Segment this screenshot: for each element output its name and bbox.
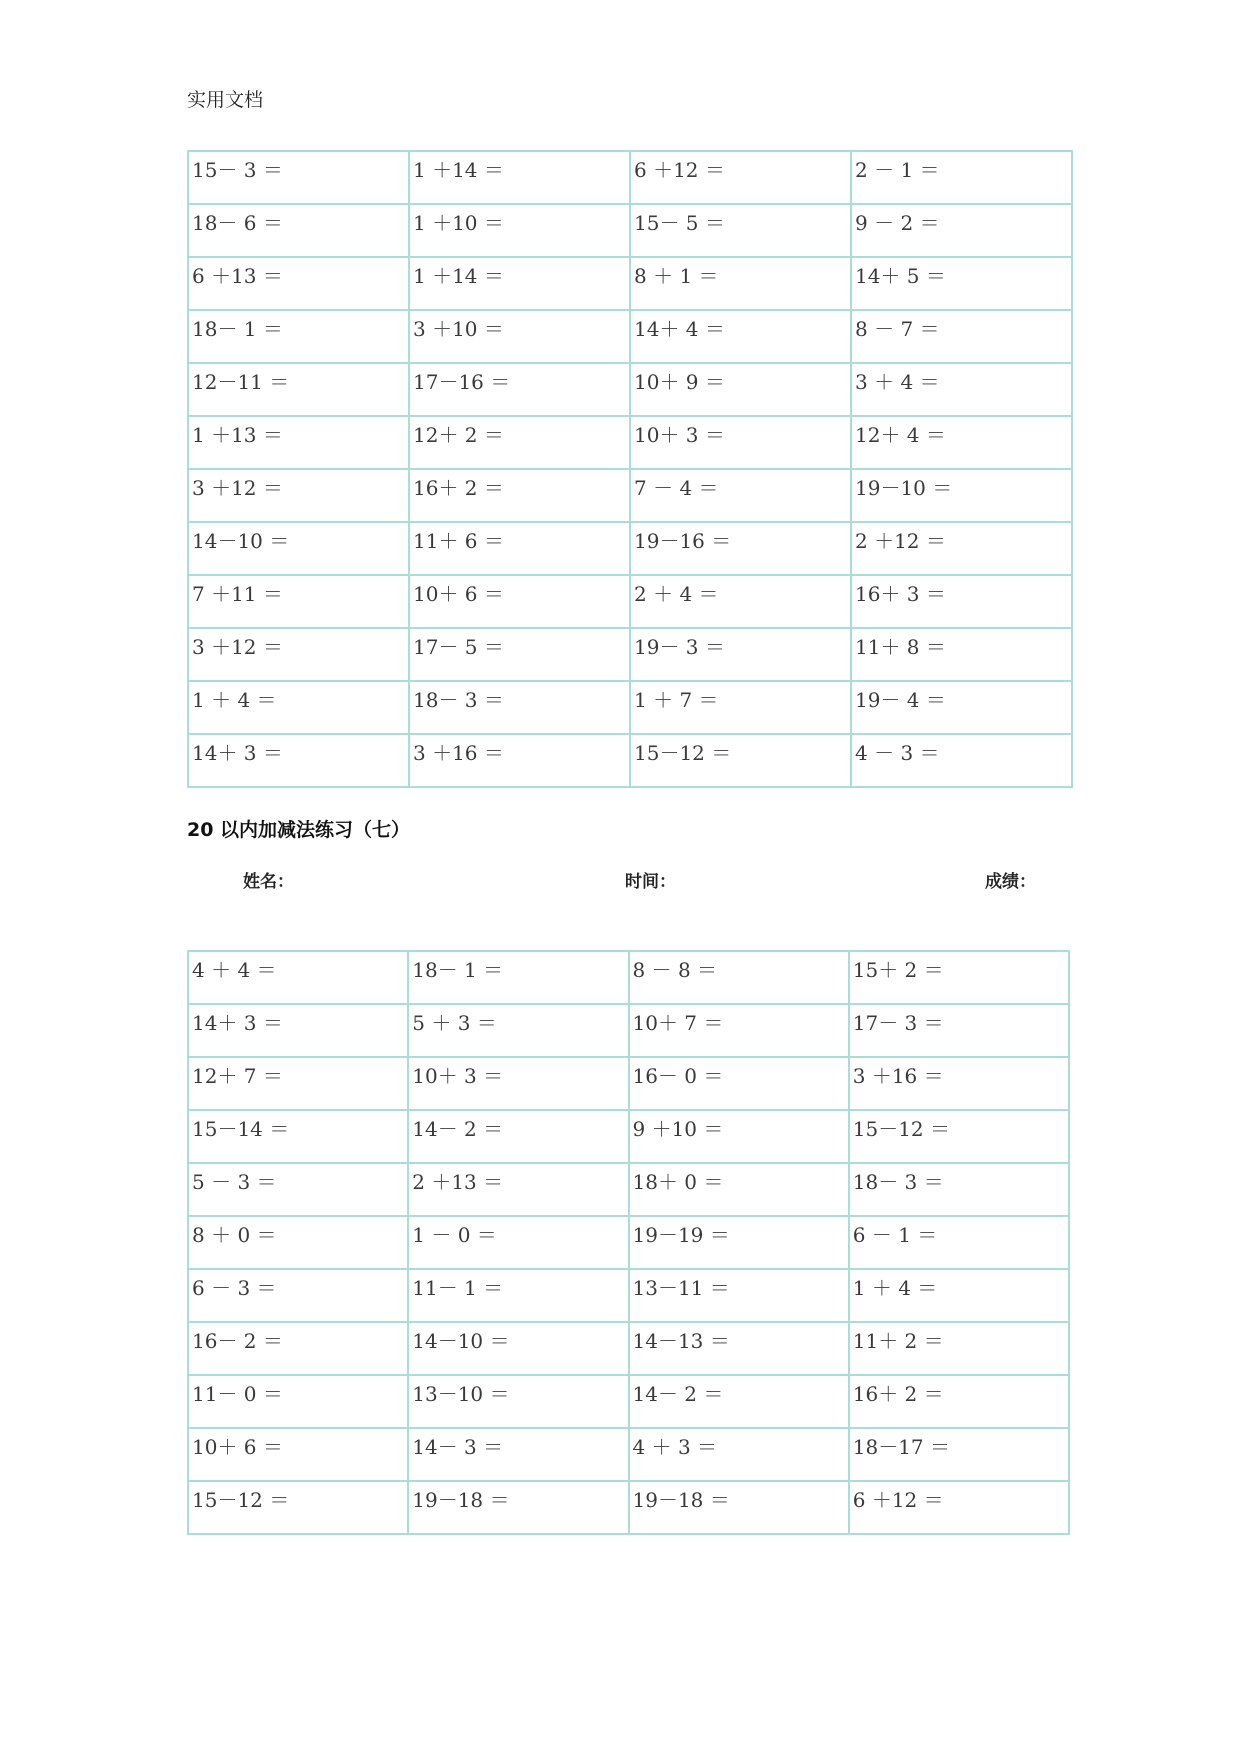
problem-cell: 6 ＋12 ＝ [630, 151, 851, 204]
problem-cell: 15－12 ＝ [849, 1110, 1069, 1163]
problem-row [188, 416, 1072, 469]
time-label: 时间： [625, 872, 676, 892]
problem-row [188, 1216, 1069, 1269]
problem-cell: 11＋ 6 ＝ [409, 522, 630, 575]
problem-cell: 8 ＋ 0 ＝ [188, 1216, 408, 1269]
problem-cell: 11－ 1 ＝ [408, 1269, 628, 1322]
problem-cell: 18－ 3 ＝ [409, 681, 630, 734]
problem-cell: 7 ＋11 ＝ [188, 575, 409, 628]
problem-cell: 15－ 3 ＝ [188, 151, 409, 204]
worksheet-1-table [187, 150, 1073, 788]
problem-row [188, 1375, 1069, 1428]
problem-cell: 1 ＋13 ＝ [188, 416, 409, 469]
problem-row [188, 363, 1072, 416]
problem-cell: 14－13 ＝ [629, 1322, 849, 1375]
problem-cell: 4 － 3 ＝ [851, 734, 1072, 787]
problem-cell: 3 ＋10 ＝ [409, 310, 630, 363]
problem-cell: 1 ＋14 ＝ [409, 257, 630, 310]
problem-row [188, 681, 1072, 734]
problem-cell: 9 － 2 ＝ [851, 204, 1072, 257]
problem-cell: 4 ＋ 3 ＝ [629, 1428, 849, 1481]
problem-cell: 1 ＋ 4 ＝ [849, 1269, 1069, 1322]
problem-cell: 10＋ 9 ＝ [630, 363, 851, 416]
problem-row [188, 951, 1069, 1004]
problem-row [188, 1269, 1069, 1322]
problem-cell: 2 ＋13 ＝ [408, 1163, 628, 1216]
problem-cell: 10＋ 3 ＝ [408, 1057, 628, 1110]
problem-cell: 18－ 6 ＝ [188, 204, 409, 257]
problem-cell: 15＋ 2 ＝ [849, 951, 1069, 1004]
problem-cell: 16＋ 3 ＝ [851, 575, 1072, 628]
problem-row [188, 204, 1072, 257]
problem-cell: 6 ＋13 ＝ [188, 257, 409, 310]
problem-row [188, 257, 1072, 310]
problem-cell: 18－ 1 ＝ [188, 310, 409, 363]
problem-cell: 6 － 1 ＝ [849, 1216, 1069, 1269]
problem-cell: 3 ＋12 ＝ [188, 628, 409, 681]
problem-cell: 17－16 ＝ [409, 363, 630, 416]
problem-cell: 11＋ 8 ＝ [851, 628, 1072, 681]
problem-row [188, 469, 1072, 522]
problem-cell: 13－11 ＝ [629, 1269, 849, 1322]
problem-cell: 14－10 ＝ [408, 1322, 628, 1375]
problem-cell: 19－19 ＝ [629, 1216, 849, 1269]
problem-cell: 18－ 1 ＝ [408, 951, 628, 1004]
problem-cell: 19－16 ＝ [630, 522, 851, 575]
problem-row [188, 628, 1072, 681]
problem-cell: 9 ＋10 ＝ [629, 1110, 849, 1163]
problem-cell: 19－18 ＝ [629, 1481, 849, 1534]
problem-cell: 19－18 ＝ [408, 1481, 628, 1534]
problem-cell: 8 － 8 ＝ [629, 951, 849, 1004]
worksheet-2-title: 20 以内加减法练习（七） [187, 819, 411, 841]
problem-cell: 1 ＋ 4 ＝ [188, 681, 409, 734]
problem-cell: 19－ 3 ＝ [630, 628, 851, 681]
problem-cell: 14＋ 3 ＝ [188, 734, 409, 787]
problem-cell: 8 － 7 ＝ [851, 310, 1072, 363]
problem-cell: 1 ＋ 7 ＝ [630, 681, 851, 734]
problem-cell: 10＋ 3 ＝ [630, 416, 851, 469]
problem-row [188, 734, 1072, 787]
problem-row [188, 522, 1072, 575]
problem-cell: 1 ＋14 ＝ [409, 151, 630, 204]
problem-cell: 17－ 3 ＝ [849, 1004, 1069, 1057]
problem-cell: 10＋ 6 ＝ [409, 575, 630, 628]
problem-row [188, 1057, 1069, 1110]
problem-cell: 13－10 ＝ [408, 1375, 628, 1428]
problem-cell: 6 ＋12 ＝ [849, 1481, 1069, 1534]
problem-row [188, 310, 1072, 363]
problem-cell: 15－12 ＝ [188, 1481, 408, 1534]
problem-cell: 2 － 1 ＝ [851, 151, 1072, 204]
problem-cell: 14＋ 3 ＝ [188, 1004, 408, 1057]
problem-cell: 15－14 ＝ [188, 1110, 408, 1163]
problem-cell: 17－ 5 ＝ [409, 628, 630, 681]
problem-cell: 2 ＋12 ＝ [851, 522, 1072, 575]
problem-row [188, 151, 1072, 204]
problem-cell: 10＋ 7 ＝ [629, 1004, 849, 1057]
problem-cell: 7 － 4 ＝ [630, 469, 851, 522]
problem-cell: 3 ＋ 4 ＝ [851, 363, 1072, 416]
problem-row [188, 1004, 1069, 1057]
problem-cell: 16＋ 2 ＝ [849, 1375, 1069, 1428]
problem-cell: 11＋ 2 ＝ [849, 1322, 1069, 1375]
problem-cell: 1 － 0 ＝ [408, 1216, 628, 1269]
problem-cell: 6 － 3 ＝ [188, 1269, 408, 1322]
problem-cell: 12＋ 7 ＝ [188, 1057, 408, 1110]
problem-cell: 18－ 3 ＝ [849, 1163, 1069, 1216]
problem-row [188, 575, 1072, 628]
problem-cell: 14＋ 5 ＝ [851, 257, 1072, 310]
problem-cell: 14－10 ＝ [188, 522, 409, 575]
problem-cell: 12＋ 2 ＝ [409, 416, 630, 469]
problem-cell: 18－17 ＝ [849, 1428, 1069, 1481]
problem-cell: 1 ＋10 ＝ [409, 204, 630, 257]
worksheet-2-table [187, 950, 1070, 1535]
problem-cell: 12－11 ＝ [188, 363, 409, 416]
problem-cell: 5 － 3 ＝ [188, 1163, 408, 1216]
problem-cell: 19－10 ＝ [851, 469, 1072, 522]
problem-row [188, 1481, 1069, 1534]
problem-cell: 3 ＋16 ＝ [849, 1057, 1069, 1110]
document-header: 实用文档 [187, 89, 264, 111]
problem-cell: 4 ＋ 4 ＝ [188, 951, 408, 1004]
problem-cell: 14＋ 4 ＝ [630, 310, 851, 363]
problem-cell: 14－ 3 ＝ [408, 1428, 628, 1481]
problem-cell: 12＋ 4 ＝ [851, 416, 1072, 469]
problem-cell: 8 ＋ 1 ＝ [630, 257, 851, 310]
name-label: 姓名： [243, 872, 294, 892]
problem-cell: 2 ＋ 4 ＝ [630, 575, 851, 628]
problem-cell: 16－ 0 ＝ [629, 1057, 849, 1110]
problem-cell: 15－12 ＝ [630, 734, 851, 787]
problem-cell: 5 ＋ 3 ＝ [408, 1004, 628, 1057]
problem-cell: 3 ＋16 ＝ [409, 734, 630, 787]
problem-cell: 15－ 5 ＝ [630, 204, 851, 257]
problem-cell: 16－ 2 ＝ [188, 1322, 408, 1375]
problem-cell: 19－ 4 ＝ [851, 681, 1072, 734]
problem-row [188, 1322, 1069, 1375]
problem-cell: 10＋ 6 ＝ [188, 1428, 408, 1481]
problem-cell: 18＋ 0 ＝ [629, 1163, 849, 1216]
problem-cell: 11－ 0 ＝ [188, 1375, 408, 1428]
problem-row [188, 1163, 1069, 1216]
problem-cell: 14－ 2 ＝ [629, 1375, 849, 1428]
problem-row [188, 1428, 1069, 1481]
problem-cell: 14－ 2 ＝ [408, 1110, 628, 1163]
problem-row [188, 1110, 1069, 1163]
problem-cell: 16＋ 2 ＝ [409, 469, 630, 522]
problem-cell: 3 ＋12 ＝ [188, 469, 409, 522]
score-label: 成绩： [985, 872, 1036, 892]
